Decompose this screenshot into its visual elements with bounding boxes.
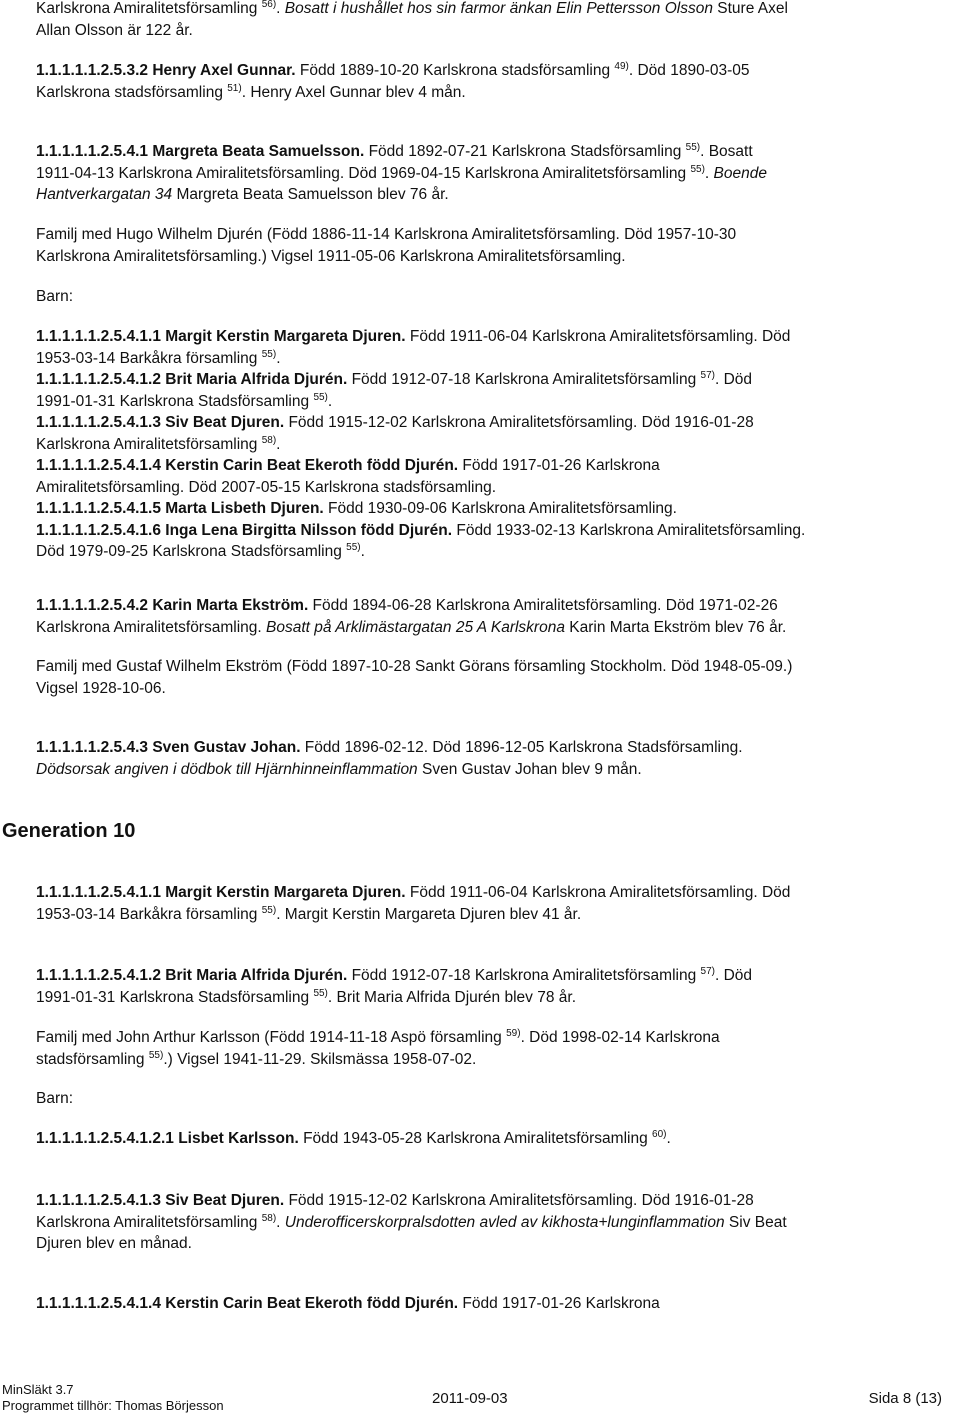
text-run: . Henry Axel Gunnar blev 4 mån. (241, 83, 466, 101)
text-run: Född 1889-10-20 Karlskrona stadsförsamling (295, 62, 615, 79)
source-reference: 49) (614, 61, 629, 72)
text-run: Född 1933-02-13 Karlskrona Amiralitetsförsamling. (452, 521, 806, 539)
text-line (36, 1212, 936, 1234)
text-run: . (276, 349, 281, 367)
text-line (36, 656, 936, 678)
text-run: Siv Beat (724, 1213, 787, 1231)
text-run: . (704, 164, 714, 182)
page-footer (0, 1382, 960, 1414)
text-run: . Brit Maria Alfrida Djurén blev 78 år. (327, 988, 576, 1006)
entry-paragraph (36, 882, 936, 925)
source-reference: 55) (685, 142, 701, 153)
text-run: Familj med Hugo Wilhelm Djurén (Född 1886-11-14 Karlskrona Amiralitetsförsamling. Död 1957-10-30 (36, 226, 737, 243)
text-line (36, 163, 936, 185)
text-run: Född 1915-12-02 Karlskrona Amiralitetsförsamling. Död 1916-01-28 (284, 414, 754, 431)
source-reference: 60) (652, 1129, 667, 1140)
text-run: Född 1912-07-18 Karlskrona Amiralitetsförsamling (347, 967, 701, 984)
text-line (36, 1027, 936, 1049)
source-reference: 55) (261, 348, 277, 360)
text-run: Amiralitetsförsamling. Död 2007-05-15 Karlskrona stadsförsamling. (36, 478, 497, 496)
text-run: Karlskrona Amiralitetsförsamling.) Vigsel 1911-05-06 Karlskrona Amiralitetsförsamling. (36, 247, 626, 265)
text-line (36, 391, 936, 413)
text-run: 1991-01-31 Karlskrona Stadsförsamling (36, 988, 314, 1006)
text-line (36, 904, 936, 926)
text-run: . Död (714, 967, 753, 984)
text-line (36, 1088, 936, 1110)
text-line (36, 678, 936, 700)
text-run: Dödsorsak angiven i dödbok till Hjärnhinneinflammation (36, 760, 418, 778)
text-run: . Död 1998-02-14 Karlskrona (520, 1029, 720, 1046)
text-run: . (276, 0, 285, 17)
text-line (36, 0, 936, 20)
text-run: Vigsel 1928-10-06. (36, 679, 166, 697)
text-line (36, 1049, 936, 1071)
person-heading: 1.1.1.1.1.2.5.4.1.4 Kerstin Carin Beat Ekeroth född Djurén. (36, 1295, 459, 1312)
entry-paragraph (36, 737, 936, 780)
text-run: Sture Axel (712, 0, 788, 17)
entry-paragraph (36, 60, 936, 103)
text-run: 1953-03-14 Barkåkra församling (36, 905, 262, 923)
text-run: Född 1911-06-04 Karlskrona Amiralitetsförsamling. Död (405, 884, 791, 901)
generation-heading: Generation 10 (2, 820, 136, 842)
entry-paragraph (36, 595, 936, 638)
text-line (36, 412, 936, 434)
person-heading: 1.1.1.1.1.2.5.4.1.5 Marta Lisbeth Djuren. (36, 500, 324, 517)
source-reference: 55) (148, 1049, 164, 1061)
text-run: . Död 1890-03-05 (628, 62, 750, 79)
person-heading: 1.1.1.1.1.2.5.4.1.1 Margit Kerstin Margareta Djuren. (36, 328, 406, 345)
source-reference: 57) (700, 370, 715, 381)
person-heading: 1.1.1.1.1.2.5.4.1.6 Inga Lena Birgitta Nilsson född Djurén. (36, 521, 453, 539)
text-run: Djuren blev en månad. (36, 1235, 192, 1252)
footer-program: MinSläkt 3.7 (2, 1382, 74, 1397)
text-run: Född 1930-09-06 Karlskrona Amiralitetsförsamling. (323, 500, 677, 517)
text-run: . (276, 435, 281, 453)
text-line (36, 477, 936, 499)
text-line (36, 141, 936, 163)
text-line (36, 455, 936, 477)
text-run: Barn: (36, 288, 74, 305)
text-run: . Död (714, 371, 753, 388)
text-run: Sven Gustav Johan blev 9 mån. (417, 760, 642, 778)
text-run: Familj med Gustaf Wilhelm Ekström (Född 1897-10-28 Sankt Görans församling Stockholm. Död 1948-05-09.) (36, 658, 793, 675)
text-line (36, 20, 936, 42)
text-run: . (360, 543, 365, 560)
text-line (36, 498, 936, 520)
source-reference: 57) (700, 966, 715, 977)
text-line (36, 184, 936, 206)
entry-paragraph (36, 1027, 936, 1070)
entry-paragraph (36, 1293, 936, 1315)
source-reference: 55) (313, 987, 328, 999)
text-run: . (666, 1130, 671, 1147)
source-reference: 55) (313, 391, 328, 403)
entry-paragraph (36, 1190, 936, 1255)
text-line (36, 541, 936, 563)
text-run: Boende (713, 164, 767, 182)
footer-page-number: Sida 8 (13) (868, 1390, 942, 1407)
text-line (36, 987, 936, 1009)
person-heading: 1.1.1.1.1.2.5.4.1.3 Siv Beat Djuren. (36, 414, 285, 431)
text-line (36, 82, 936, 104)
text-run: Karlskrona Amiralitetsförsamling (36, 435, 262, 453)
text-line (36, 759, 936, 781)
entry-paragraph (36, 656, 936, 699)
entry-paragraph (36, 1128, 936, 1150)
text-line (36, 1293, 936, 1315)
text-line (36, 617, 936, 639)
text-line (36, 737, 936, 759)
text-run: .) Vigsel 1941-11-29. Skilsmässa 1958-07-02. (163, 1050, 477, 1068)
text-run: Karin Marta Ekström blev 76 år. (564, 618, 787, 636)
person-heading: 1.1.1.1.1.2.5.4.1.1 Margit Kerstin Margareta Djuren. (36, 884, 406, 901)
text-run: Född 1892-07-21 Karlskrona Stadsförsamling (364, 143, 686, 160)
text-line (36, 1128, 936, 1150)
text-line (36, 434, 936, 456)
text-run: Född 1894-06-28 Karlskrona Amiralitetsförsamling. Död 1971-02-26 (308, 597, 778, 614)
text-line (36, 326, 936, 348)
text-run: . Bosatt (700, 143, 753, 160)
person-heading: 1.1.1.1.1.2.5.4.1.2 Brit Maria Alfrida Djurén. (36, 371, 348, 388)
entry-paragraph (36, 965, 936, 1008)
text-line (36, 60, 936, 82)
text-run: 1911-04-13 Karlskrona Amiralitetsförsamling. Död 1969-04-15 Karlskrona Amiralitetsförsamling (36, 164, 691, 182)
text-line (36, 520, 936, 542)
entry-paragraph (36, 326, 936, 563)
person-heading: 1.1.1.1.1.2.5.4.1.2.1 Lisbet Karlsson. (36, 1130, 299, 1147)
text-run: Familj med John Arthur Karlsson (Född 1914-11-18 Aspö församling (36, 1029, 507, 1046)
text-run: 1953-03-14 Barkåkra församling (36, 349, 262, 367)
source-reference: 55) (261, 904, 277, 916)
source-reference: 58) (261, 1212, 277, 1224)
text-line (36, 286, 936, 308)
text-run: Död 1979-09-25 Karlskrona Stadsförsamling (36, 543, 347, 560)
text-line (36, 369, 936, 391)
text-line (36, 348, 936, 370)
text-run: Född 1896-02-12. Död 1896-12-05 Karlskrona Stadsförsamling. (300, 739, 743, 756)
text-line (36, 224, 936, 246)
text-run: Född 1917-01-26 Karlskrona (458, 457, 660, 474)
person-heading: 1.1.1.1.1.2.5.4.1.2 Brit Maria Alfrida Djurén. (36, 967, 348, 984)
source-reference: 58) (261, 434, 277, 446)
text-line (36, 882, 936, 904)
text-run: . Margit Kerstin Margareta Djuren blev 41 år. (276, 905, 582, 923)
text-line (36, 965, 936, 987)
entry-paragraph (36, 224, 936, 267)
entry-paragraph (36, 0, 936, 41)
footer-owner: Programmet tillhör: Thomas Börjesson (2, 1398, 224, 1413)
text-run: . (276, 1213, 285, 1231)
source-reference: 55) (690, 163, 705, 175)
source-reference: 55) (346, 542, 361, 553)
footer-date: 2011-09-03 (432, 1390, 508, 1407)
text-run: Karlskrona Amiralitetsförsamling (36, 1213, 262, 1231)
text-run: Karlskrona Amiralitetsförsamling (36, 0, 262, 17)
text-run: Margreta Beata Samuelsson blev 76 år. (172, 186, 449, 203)
entry-paragraph (36, 1088, 936, 1110)
text-run: Född 1911-06-04 Karlskrona Amiralitetsförsamling. Död (405, 328, 791, 345)
text-run: Allan Olsson är 122 år. (36, 21, 193, 39)
text-run: Född 1943-05-28 Karlskrona Amiralitetsförsamling (298, 1130, 653, 1147)
person-heading: 1.1.1.1.1.2.5.4.1 Margreta Beata Samuelsson. (36, 143, 365, 160)
text-run: Karlskrona Amiralitetsförsamling. (36, 618, 266, 636)
text-line (36, 595, 936, 617)
source-reference: 59) (506, 1028, 521, 1039)
text-run: Hantverkargatan 34 (36, 186, 173, 203)
text-line (36, 1190, 936, 1212)
person-heading: 1.1.1.1.1.2.5.4.3 Sven Gustav Johan. (36, 739, 301, 756)
person-heading: 1.1.1.1.1.2.5.4.1.4 Kerstin Carin Beat Ekeroth född Djurén. (36, 457, 459, 474)
person-heading: 1.1.1.1.1.2.5.3.2 Henry Axel Gunnar. (36, 62, 296, 79)
person-heading: 1.1.1.1.1.2.5.4.2 Karin Marta Ekström. (36, 597, 309, 614)
text-run: Underofficerskorpralsdotten avled av kikhosta+lunginflammation (284, 1213, 725, 1231)
text-run: Född 1912-07-18 Karlskrona Amiralitetsförsamling (347, 371, 701, 388)
entry-paragraph (36, 141, 936, 206)
text-run: Karlskrona stadsförsamling (36, 83, 228, 101)
text-run: Bosatt i hushållet hos sin farmor änkan Elin Pettersson Olsson (284, 0, 713, 17)
text-run: 1991-01-31 Karlskrona Stadsförsamling (36, 392, 314, 410)
entry-paragraph (36, 286, 936, 308)
text-run: Bosatt på Arklimästargatan 25 A Karlskrona (266, 618, 565, 636)
source-reference: 51) (227, 82, 242, 94)
text-run: Barn: (36, 1090, 74, 1107)
text-run: . (327, 392, 333, 410)
person-heading: 1.1.1.1.1.2.5.4.1.3 Siv Beat Djuren. (36, 1192, 285, 1209)
text-line (36, 1233, 936, 1255)
text-run: Född 1915-12-02 Karlskrona Amiralitetsförsamling. Död 1916-01-28 (284, 1192, 754, 1209)
text-run: Född 1917-01-26 Karlskrona (458, 1295, 660, 1312)
source-reference: 56) (261, 0, 277, 10)
text-run: stadsförsamling (36, 1050, 149, 1068)
text-line (36, 246, 936, 268)
